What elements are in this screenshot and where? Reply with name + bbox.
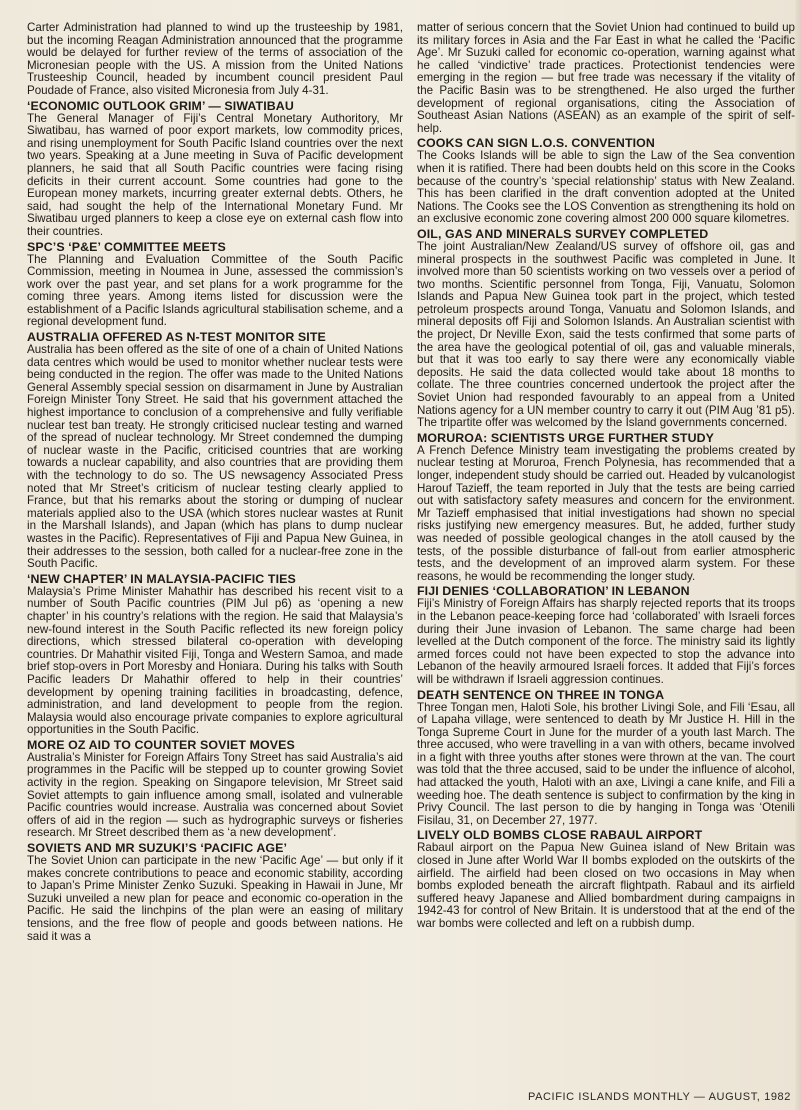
article-heading: FIJI DENIES ‘COLLABORATION’ IN LEBANON — [417, 584, 690, 599]
article-body: The General Manager of Fiji’s Central Monetary Authoritory, Mr Siwatibau, has warned of poor export markets, low commodity prices, and rising unemployment for South Pacific Island countries over the next two years. Speaking at a June meeting in Suva of Pacific development planners, he said that all South Pacific countries were facing rising deficits in their current account. Some countries had gone to the European money markets, incurring greater external debts. Others, he said, had sought the help of the International Monetary Fund. Mr Siwatibau urged planners to keep a close eye on external cash flow into their countries. — [27, 111, 403, 238]
article-body: Three Tongan men, Haloti Sole, his brother Livingi Sole, and Fili ‘Esau, all of Lapaha village, were sentenced to death by Mr Justice H. Hill in the Tonga Supreme Court in June for the murder of a youth last March. The three accused, who were travelling in a van with others, became involved in a fight with three youths after stones were thrown at the van. The court was told that the three accused, said to be under the influence of alcohol, had attacked the youth, Haloti with an axe, Livingi a cane knife, and Fili a weeding hoe. The death sentence is subject to confirmation by the king in Privy Council. The last person to die by hanging in Tonga was ‘Otenili Fisilau, 31, on December 27, 1977. — [417, 700, 795, 827]
article-body: Australia’s Minister for Foreign Affairs Tony Street has said Australia’s aid programmes in the Pacific will be stepped up to counter growing Soviet activity in the region. Speaking on Singapore television, Mr Street said Soviet attempts to gain influence among small, isolated and vulnerable Pacific countries would increase. Australia was concerned about Soviet offers of aid in the region — such as hydrographic surveys or fisheries research. Mr Street described them as ‘a new development’. — [27, 750, 403, 840]
article-heading: OIL, GAS AND MINERALS SURVEY COMPLETED — [417, 226, 709, 241]
article-heading: COOKS CAN SIGN L.O.S. CONVENTION — [417, 136, 655, 151]
page-edge — [795, 0, 801, 1110]
article-body: Fiji’s Ministry of Foreign Affairs has sharply rejected reports that its troops in the Lebanon peace-keeping force had ‘collaborated’ with Israeli forces during their June invasion of Lebanon. The same charge had been levelled at the Dutch component of the force. The ministry said its lightly armed forces could not have been expected to stop the advance into Lebanon of the heavily armoured Israeli forces. It added that Fiji’s forces will be withdrawn if Israeli aggression continues. — [417, 597, 795, 686]
article-heading: ‘ECONOMIC OUTLOOK GRIM’ — SIWATIBAU — [27, 98, 294, 113]
article-heading: MORE OZ AID TO COUNTER SOVIET MOVES — [27, 737, 295, 752]
article-body: The Planning and Evaluation Committee of the South Pacific Commission, meeting in Noumea in June, assessed the commission’s work over the past year, and set plans for a work programme for the coming three years. Among items listed for discussion were the establishment of a Pacific Islands agricultural stabilisation scheme, and a regional development fund. — [27, 252, 403, 329]
article-body: Carter Administration had planned to wind up the trusteeship by 1981, but the incoming Reagan Administration announced that the programme would be delayed for further review of the terms of association of the Micronesian people with the US. A mission from the United Nations Trusteeship Council, headed by incumbent council president Paul Poudade of France, also visited Micronesia from July 4-31. — [27, 21, 403, 97]
article-body: matter of serious concern that the Soviet Union had continued to build up its military forces in Asia and the Far East in what he called the ‘Pacific Age’. Mr Suzuki called for economic co-operation, warning against what he called ‘vindictive’ trade practices. Protectionist tendencies were emerging in the region — but free trade was necessary if the vitality of the Pacific Basin was to be strengthened. He also urged the further development of regional organisations, citing the Association of Southeast Asian Nations (ASEAN) as an example of the spirit of self-help. — [417, 21, 795, 135]
left-column — [27, 22, 403, 943]
right-column — [417, 22, 795, 931]
page-footer: PACIFIC ISLANDS MONTHLY — AUGUST, 1982 — [527, 1091, 791, 1103]
article-heading: DEATH SENTENCE ON THREE IN TONGA — [417, 687, 665, 702]
article-heading: SPC’S ‘P&E’ COMMITTEE MEETS — [27, 239, 226, 254]
article-body: Malaysia’s Prime Minister Mahathir has described his recent visit to a number of South Pacific countries (PIM Jul p6) as ‘opening a new chapter’ in his country’s relations with the region. He said that Malaysia’s new-found interest in the South Pacific reflected its new foreign policy directions, which stressed bilateral co-operation with developing countries. Dr Mahathir visited Fiji, Tonga and Western Samoa, and made brief stop-overs in Port Moresby and Honiara. During his talks with South Pacific leaders Dr Mahathir offered to help in their countries’ development by opening training facilities in broadcasting, defence, administration, and land development to people from the region. Malaysia would also encourage private companies to explore agricultural opportunities in the South Pacific. — [27, 584, 403, 737]
article-heading: ‘NEW CHAPTER’ IN MALAYSIA-PACIFIC TIES — [27, 571, 296, 586]
article-heading: LIVELY OLD BOMBS CLOSE RABAUL AIRPORT — [417, 828, 703, 843]
article-heading: MORUROA: SCIENTISTS URGE FURTHER STUDY — [417, 430, 715, 445]
article-body: Rabaul airport on the Papua New Guinea island of New Britain was closed in June after World War II bombs exploded on the outskirts of the airfield. The airfield had been closed on two occasions in May when bombs exploded beneath the aircraft flightpath. Rabaul and its airfield suffered heavy Japanese and Allied bombardment during campaigns in 1942-43 for control of New Britain. It is understood that at the end of the war bombs were collected and left on a rubbish dump. — [417, 841, 795, 930]
article-heading: SOVIETS AND MR SUZUKI’S ‘PACIFIC AGE’ — [27, 841, 288, 856]
article-body: The Soviet Union can participate in the new ‘Pacific Age’ — but only if it makes concrete contributions to peace and economic stability, according to Japan’s Prime Minister Zenko Suzuki. Speaking in Hawaii in June, Mr Suzuki unveiled a new plan for peace and economic co-operation in the Pacific. He said the linchpins of the plan were an easing of military tensions, and the free flow of people and goods between nations. He said it was a — [27, 854, 403, 943]
article-body: The Cooks Islands will be able to sign the Law of the Sea convention when it is ratified. There had been doubts held on this score in the Cooks because of the country’s ‘special relationship’ status with New Zealand. This has been clarified in the draft convention adopted at the United Nations. The Cooks see the LOS Convention as strengthening its hold on an exclusive economic zone covering almost 200 000 square kilometres. — [417, 149, 795, 226]
article-body: A French Defence Ministry team investigating the problems created by nuclear testing at Moruroa, French Polynesia, has recommended that a longer, independent study should be carried out. Headed by vulcanologist Harouf Tazieff, the team reported in July that the tests are being carried out with satisfactory safety measures and concern for the environment. Mr Tazieff emphasised that initial investigations had shown no special risks justifying new emergency measures. But, he added, further study was needed of possible geological changes in the atoll caused by the tests, of the possible disturbance of fall-out from earlier atmospheric tests, and the development of an improved alarm system. For these reasons, he would be recommending the longer study. — [417, 443, 795, 583]
article-body: Australia has been offered as the site of one of a chain of United Nations data centres which would be used to monitor whether nuclear tests were being conducted in the region. The offer was made to the United Nations General Assembly special session on disarmament in June by Australian Foreign Minister Tony Street. He said that his government attached the highest importance to conclusion of a comprehensive and fully verifiable nuclear test ban treaty. He strongly criticised nuclear testing and warned of the spread of nuclear technology. Mr Street condemned the dumping of nuclear waste in the Pacific, criticised countries that are working towards a nuclear capability, and also countries that are providing them with the technology to do so. The US newsagency Associated Press noted that Mr Street’s criticism of nuclear testing clearly applied to France, but that his remarks about the storing or dumping of nuclear materials applied also to the USA (which stores nuclear wastes at Runit in the Marshall Islands), and Japan (which has plans to dump nuclear wastes in the Pacific). Representatives of Fiji and Papua New Guinea, in their addresses to the session, both called for a nuclear-free zone in the South Pacific. — [27, 343, 403, 571]
article-body: The joint Australian/New Zealand/US survey of offshore oil, gas and mineral prospects in the southwest Pacific was completed in June. It involved more than 50 scientists working on two vessels over a period of two months. Scientific personnel from Tonga, Fiji, Vanuatu, Solomon Islands and Papua New Guinea took part in the project, which tested petroleum prospects around Tonga, Vanuatu and Solomon Islands, and mineral deposits off Fiji and Solomon Islands. An Australian scientist with the project, Dr Neville Exon, said the tests confirmed that some parts of the area have the geological potential of oil, gas and valuable minerals, but that it was too early to say there were any economically viable deposits. He said the data collected would take about 18 months to collate. The three countries concerned undertook the project after the Soviet Union had responded favourably to an appeal from a United Nations agency for a UN member country to carry it out (PIM Aug ’81 p5). The tripartite offer was welcomed by the Island governments concerned. — [417, 239, 795, 430]
article-heading: AUSTRALIA OFFERED AS N-TEST MONITOR SITE — [27, 330, 326, 345]
